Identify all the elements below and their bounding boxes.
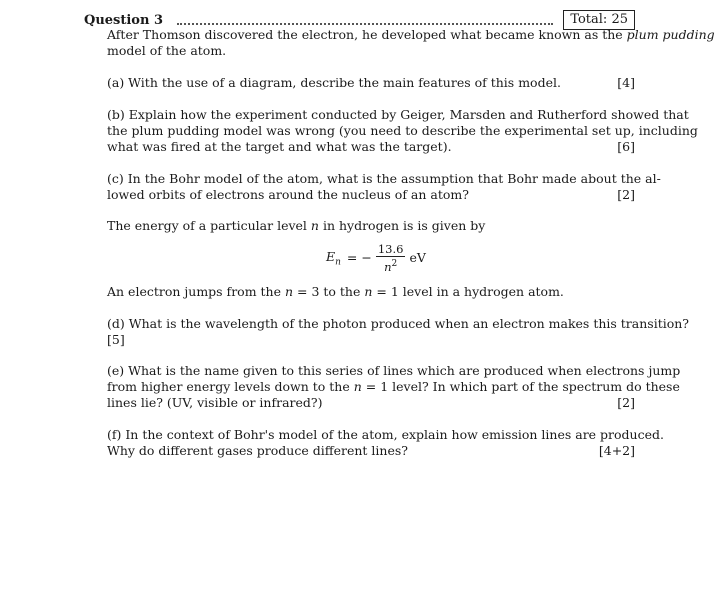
question-title: Question 3 xyxy=(84,12,164,28)
part-c xyxy=(107,171,661,203)
part-a-marks: [4] xyxy=(617,75,635,90)
equation-fraction xyxy=(376,242,406,274)
energy-equation xyxy=(326,242,426,274)
part-d-marks: [5] xyxy=(107,332,125,347)
equation-numerator: 13.6 xyxy=(377,242,404,256)
energy-intro xyxy=(107,218,635,234)
energy-intro-post: in hydrogen is is given by xyxy=(318,218,486,233)
energy-intro-var: n xyxy=(310,218,319,233)
part-e-marks: [2] xyxy=(617,395,635,410)
part-d xyxy=(107,316,689,348)
part-b-text-3: what was fired at the target and what was the target). xyxy=(107,139,452,154)
equation-equals: = − xyxy=(346,250,372,266)
equation-lhs: E xyxy=(326,248,336,264)
part-c-text-2: lowed orbits of electrons around the nucleus of an atom? xyxy=(107,187,469,202)
equation-denominator: n xyxy=(384,259,392,274)
part-b-marks: [6] xyxy=(617,139,635,154)
jump-mid-1: = 3 to the xyxy=(293,284,365,299)
part-e-text-3: lines lie? (UV, visible or infrared?) xyxy=(107,395,323,410)
jump-var-1: n xyxy=(284,284,294,299)
energy-intro-pre: The energy of a particular level xyxy=(107,218,311,233)
part-f-text-1: (f) In the context of Bohr's model of the atom, explain how emission lines are produced. xyxy=(107,427,664,442)
part-f xyxy=(107,427,664,459)
part-b xyxy=(107,107,698,155)
part-e xyxy=(107,363,681,411)
dotted-leader xyxy=(177,13,553,25)
part-e-text-2-pre: from higher energy levels down to the xyxy=(107,379,354,394)
jump-var-2: n xyxy=(364,284,373,299)
part-c-text-1: (c) In the Bohr model of the atom, what is the assumption that Bohr made about the al- xyxy=(107,171,661,186)
part-f-marks: [4+2] xyxy=(598,443,635,458)
part-e-text-1: (e) What is the name given to this series of lines which are produced when electrons jump xyxy=(107,363,681,378)
intro-paragraph xyxy=(107,27,715,59)
part-f-text-2: Why do different gases produce different lines? xyxy=(107,443,408,458)
part-a-text: (a) With the use of a diagram, describe the main features of this model. xyxy=(107,75,561,90)
part-e-var: n xyxy=(353,379,362,394)
jump-mid-2: = 1 level in a hydrogen atom. xyxy=(372,284,564,299)
total-marks-box: Total: 25 xyxy=(563,10,635,30)
equation-den-exp: 2 xyxy=(391,259,398,269)
jump-statement xyxy=(107,284,635,300)
part-a xyxy=(107,75,635,91)
jump-pre: An electron jumps from the xyxy=(107,284,285,299)
part-e-text-2-post: = 1 level? In which part of the spectrum do these xyxy=(361,379,680,394)
equation-lhs-sub: n xyxy=(335,257,341,268)
part-d-text: (d) What is the wavelength of the photon produced when an electron makes this transition? xyxy=(107,316,689,331)
part-b-text-1: (b) Explain how the experiment conducted by Geiger, Marsden and Rutherford showed that xyxy=(107,107,689,122)
part-b-text-2: the plum pudding model was wrong (you need to describe the experimental set up, including xyxy=(107,123,698,138)
part-c-marks: [2] xyxy=(617,187,635,202)
equation-unit: eV xyxy=(409,250,426,266)
intro-text-2: model of the atom. xyxy=(107,43,227,58)
intro-emphasis: plum pudding xyxy=(626,27,715,42)
intro-text: After Thomson discovered the electron, he developed what became known as the xyxy=(107,27,627,42)
